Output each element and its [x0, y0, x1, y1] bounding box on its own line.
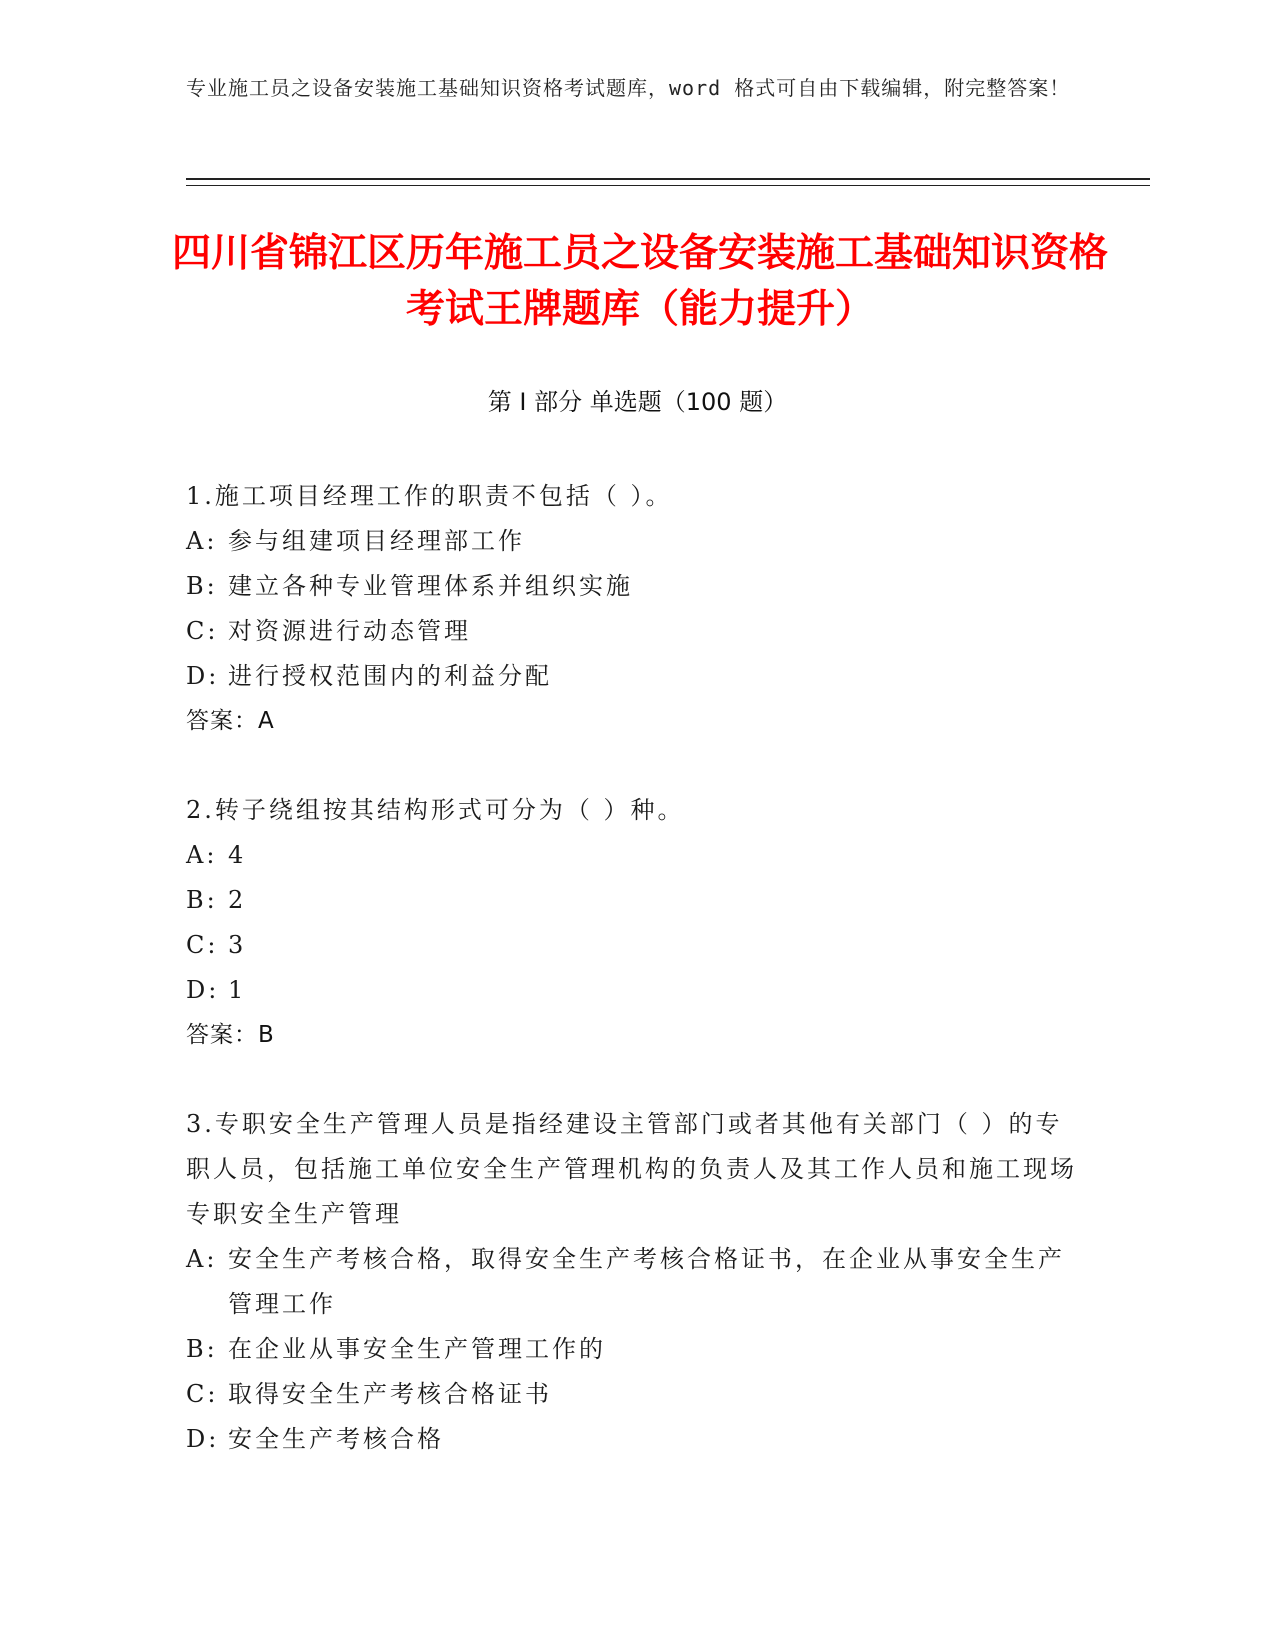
header-note: 专业施工员之设备安装施工基础知识资格考试题库，word 格式可自由下载编辑，附完整答案！	[186, 76, 1071, 100]
option-key: A:	[186, 1245, 218, 1273]
option-b	[186, 878, 1086, 923]
option-a	[186, 519, 1086, 564]
question-2	[186, 788, 1086, 1058]
option-text: 取得安全生产考核合格证书	[228, 1380, 552, 1408]
option-key: C:	[186, 931, 219, 959]
option-d	[186, 1417, 1086, 1462]
option-key: D:	[186, 662, 220, 690]
option-text: 建立各种专业管理体系并组织实施	[228, 572, 633, 600]
option-b	[186, 1327, 1086, 1372]
answer-value: B	[258, 1022, 275, 1048]
document-title: 四川省锦江区历年施工员之设备安装施工基础知识资格考试王牌题库（能力提升）	[171, 231, 1108, 332]
option-d	[186, 654, 1086, 699]
question-stem: 1.施工项目经理工作的职责不包括（ ）。	[186, 482, 673, 510]
question-stem: 2.转子绕组按其结构形式可分为（ ）种。	[186, 796, 685, 824]
option-text: 安全生产考核合格，取得安全生产考核合格证书，在企业从事安全生产管理工作	[228, 1245, 1065, 1318]
answer-line	[186, 1013, 1086, 1058]
option-a	[186, 1237, 1086, 1327]
option-d	[186, 968, 1086, 1013]
option-c	[186, 923, 1086, 968]
question-3	[186, 1102, 1086, 1462]
option-key: D:	[186, 976, 220, 1004]
option-text: 3	[228, 931, 247, 959]
option-key: B:	[186, 1335, 218, 1363]
option-key: D:	[186, 1425, 220, 1453]
option-key: A:	[186, 841, 218, 869]
question-1	[186, 474, 1086, 744]
option-text: 1	[228, 976, 247, 1004]
option-key: B:	[186, 572, 218, 600]
option-a	[186, 833, 1086, 878]
question-list	[186, 474, 1086, 1506]
answer-label: 答案：	[186, 1022, 258, 1048]
answer-value: A	[258, 708, 275, 734]
option-text: 参与组建项目经理部工作	[228, 527, 525, 555]
option-c	[186, 1372, 1086, 1417]
option-key: C:	[186, 617, 219, 645]
option-c	[186, 609, 1086, 654]
option-text: 4	[228, 841, 247, 869]
option-text: 对资源进行动态管理	[228, 617, 471, 645]
option-text: 在企业从事安全生产管理工作的	[228, 1335, 606, 1363]
option-key: C:	[186, 1380, 219, 1408]
option-text: 安全生产考核合格	[228, 1425, 444, 1453]
section-heading: 第 I 部分 单选题（100 题）	[487, 388, 788, 416]
question-stem: 3.专职安全生产管理人员是指经建设主管部门或者其他有关部门（ ）的专职人员，包括施工单位安全生产管理机构的负责人及其工作人员和施工现场专职安全生产管理	[186, 1110, 1077, 1228]
option-text: 进行授权范围内的利益分配	[228, 662, 552, 690]
option-key: B:	[186, 886, 218, 914]
option-text: 2	[228, 886, 247, 914]
header-rule-thick	[186, 178, 1150, 180]
header-rule-thin	[186, 185, 1150, 186]
option-b	[186, 564, 1086, 609]
answer-line	[186, 699, 1086, 744]
answer-label: 答案：	[186, 708, 258, 734]
option-key: A:	[186, 527, 218, 555]
